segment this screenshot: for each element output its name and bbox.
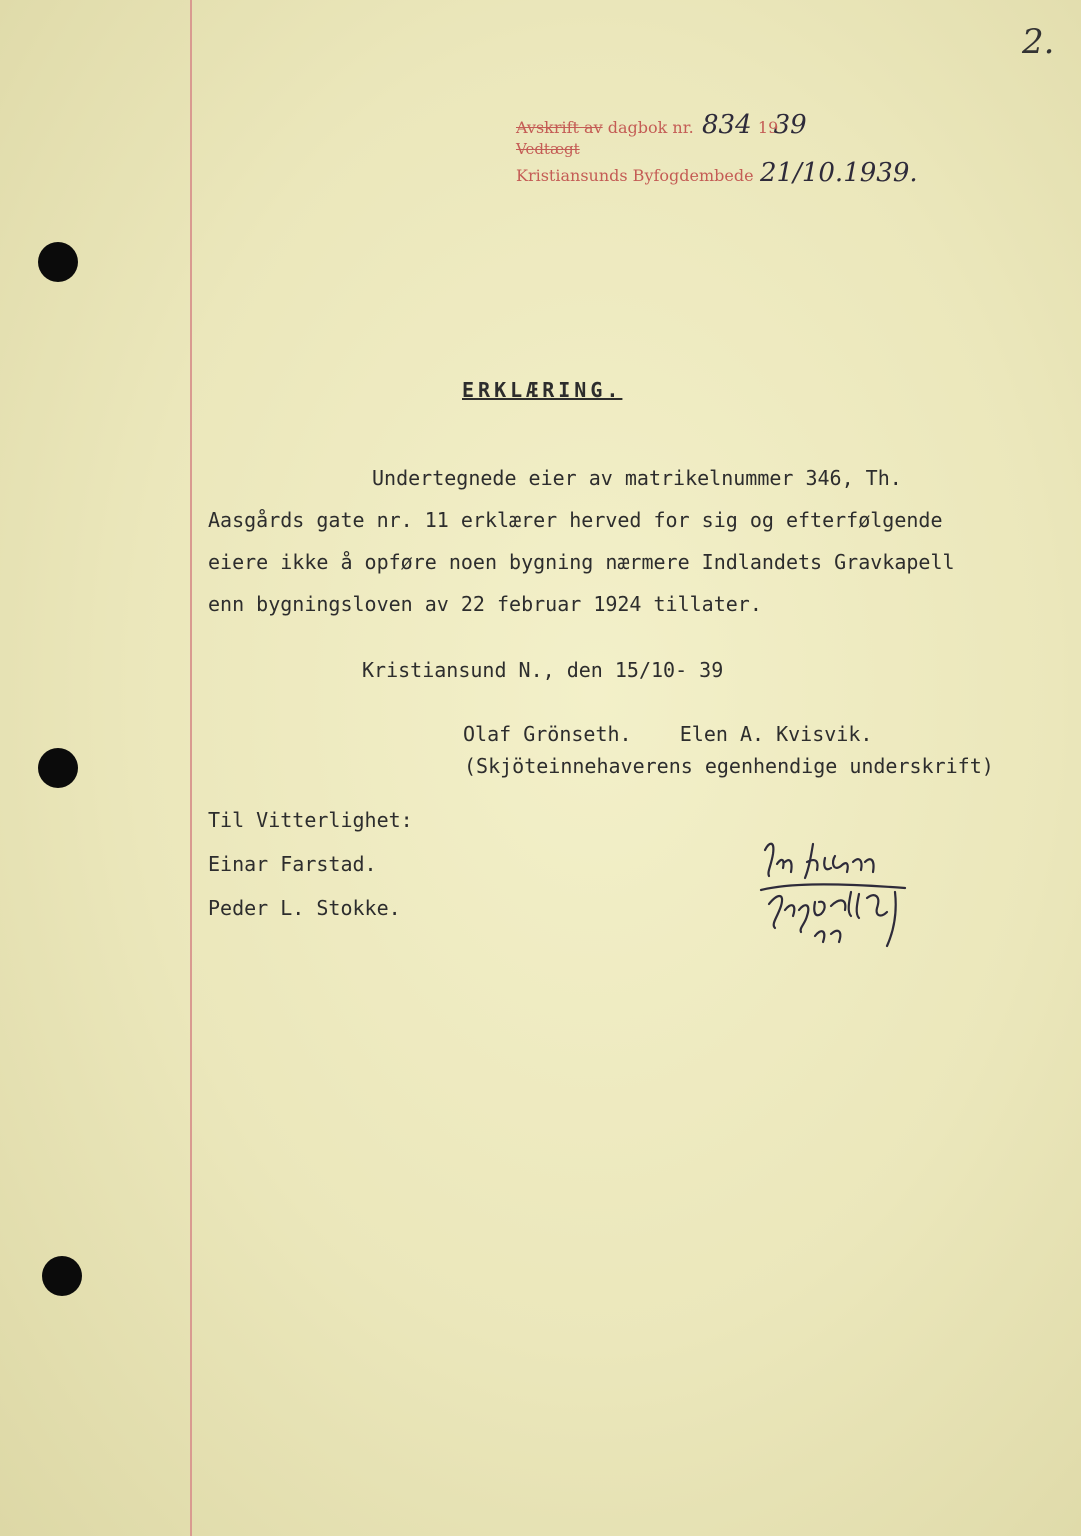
witness-2: Peder L. Stokke. <box>208 896 401 920</box>
body-line-3: eiere ikke å opføre noen bygning nærmere Indlandets Gravkapell <box>208 550 955 574</box>
stamp-dagbok: dagbok nr. <box>607 118 694 137</box>
signatory-note: (Skjöteinnehaverens egenhendige underskrift) <box>464 754 994 778</box>
punch-hole-middle <box>38 748 78 788</box>
body-line-2: Aasgårds gate nr. 11 erklærer herved for sig og efterfølgende <box>208 508 943 532</box>
place-date: Kristiansund N., den 15/10- 39 <box>362 658 724 682</box>
witness-heading: Til Vitterlighet: <box>208 808 413 832</box>
body-line-1: Undertegnede eier av matrikelnummer 346, Th. <box>372 466 902 490</box>
document-title: ERKLÆRING. <box>462 378 623 402</box>
stamp-avskrift: Avskrift av <box>516 118 603 137</box>
stamp-year-prefix: 19 <box>757 118 779 137</box>
page-number: 2. <box>1022 22 1055 62</box>
punch-hole-bottom <box>42 1256 82 1296</box>
signatories: Olaf Grönseth. Elen A. Kvisvik. <box>463 722 873 746</box>
punch-hole-top <box>38 242 78 282</box>
handwritten-signature <box>755 832 935 962</box>
body-line-4: enn bygningsloven av 22 februar 1924 tillater. <box>208 592 762 616</box>
signature-scribble <box>755 832 935 962</box>
handwritten-date: 21/10.1939. <box>760 158 918 188</box>
handwritten-entry-number: 834 39 <box>702 110 807 140</box>
stamp-line-2: Vedtægt <box>516 140 580 158</box>
margin-line <box>190 0 192 1536</box>
stamp-office: Kristiansunds Byfogdembede <box>516 166 754 185</box>
witness-1: Einar Farstad. <box>208 852 377 876</box>
